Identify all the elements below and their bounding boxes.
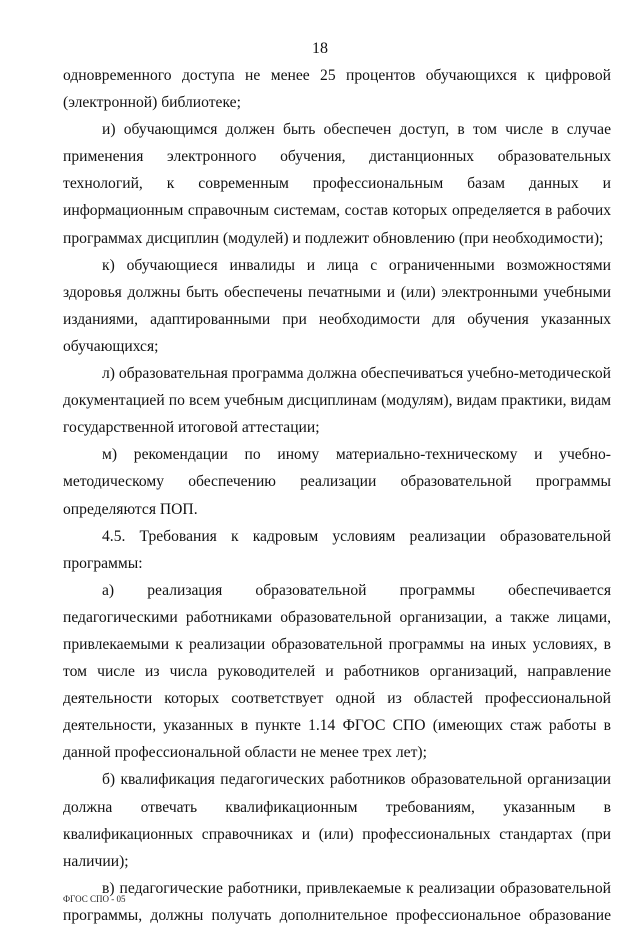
paragraph-item-k: к) обучающиеся инвалиды и лица с ограниченными возможностями здоровья должны быть обеспечены печатными и (или) электронными учебными изданиями, адаптированными при необходимости для обучения указанных обучающихся; — [63, 256, 611, 355]
paragraph-item-v: в) педагогические работники, привлекаемые к реализации образовательной программы, должны получать дополнительное профессиональное образование — [63, 879, 611, 924]
paragraph-item-m: м) рекомендации по иному материально-техническому и учебно-методическому обеспечению реализации образовательной программы определяются ПОП. — [63, 446, 611, 518]
footer-label: ФГОС СПО - 05 — [63, 894, 126, 904]
paragraph-continuation: одновременного доступа не менее 25 процентов обучающихся к цифровой (электронной) библиотеке; — [63, 67, 611, 112]
page-number: 18 — [312, 40, 328, 57]
paragraph-item-l: л) образовательная программа должна обеспечиваться учебно-методической документацией по всем учебным дисциплинам (модулям), видам практики, видам государственной итоговой аттестации; — [63, 365, 611, 437]
paragraph-item-i: и) обучающимся должен быть обеспечен доступ, в том числе в случае применения электронного обучения, дистанционных образовательных технологий, к современным профессиональным базам данных и информационным справочным системам, состав которых определяется в рабочих программах дисциплин (модулей) и подлежит обновлению (при необходимости); — [63, 121, 611, 247]
paragraph-item-a: а) реализация образовательной программы обеспечивается педагогическими работниками образовательной организации, а также лицами, привлекаемыми к реализации образовательной программы на иных условиях, в том числе из числа руководителей и работников организаций, направление деятельности которых соответствует одной из областей профессиональной деятельности, указанных в пункте 1.14 ФГОС СПО (имеющих стаж работы в данной профессиональной области не менее трех лет); — [63, 581, 611, 762]
document-body — [63, 62, 611, 929]
section-heading-4-5: 4.5. Требования к кадровым условиям реализации образовательной программы: — [63, 527, 611, 572]
paragraph-item-b: б) квалификация педагогических работников образовательной организации должна отвечать квалификационным требованиям, указанным в квалификационных справочниках и (или) профессиональных стандартах (при наличии); — [63, 771, 611, 870]
